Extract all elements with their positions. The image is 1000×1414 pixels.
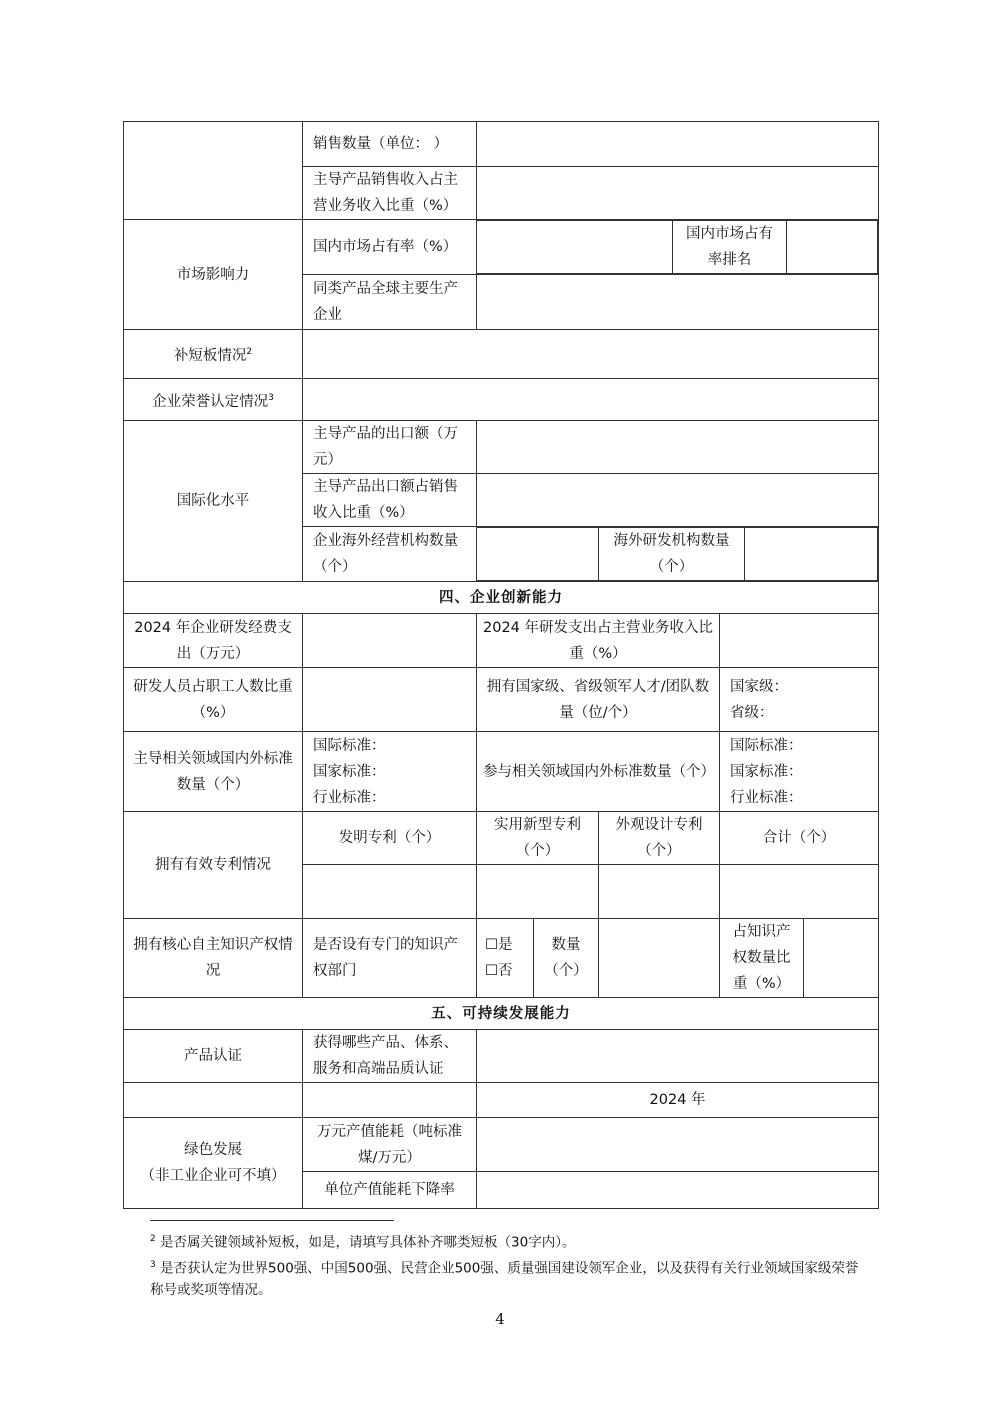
- export-amount-row: [124, 421, 879, 474]
- join-std-intl: 国际标准：: [730, 737, 803, 754]
- total-label: 合计（个）: [720, 812, 879, 865]
- export-amount-field[interactable]: [477, 421, 879, 474]
- rd-staff-field[interactable]: [303, 668, 477, 732]
- ip-label: 拥有核心自主知识产权情况: [124, 919, 303, 998]
- footnote-2: $^2$ 是否属关键领域补短板，如是，请填写具体补齐哪类短板（30字内）。: [150, 1234, 576, 1251]
- main-rev-share-label: 主导产品销售收入占主营业务收入比重（%）: [303, 167, 477, 220]
- year-blank-1: [124, 1083, 303, 1118]
- design-label: 外观设计专利（个）: [599, 812, 720, 865]
- talents-label: 拥有国家级、省级领军人才/团队数量（位/个）: [477, 668, 720, 732]
- shortboard-label: 补短板情况$^2$: [124, 330, 303, 379]
- global-producers-label: 同类产品全球主要生产企业: [303, 275, 477, 330]
- standards-row: [124, 732, 879, 812]
- provincial-level-label: 省级：: [730, 704, 774, 721]
- sales-qty-label: 销售数量（单位： ）: [303, 122, 477, 167]
- invention-label: 发明专利（个）: [303, 812, 477, 865]
- domestic-rank-label: 国内市场占有率排名: [673, 221, 787, 274]
- rd-expense-row: [124, 614, 879, 668]
- honors-row: [124, 379, 879, 421]
- lead-std-intl: 国际标准：: [313, 737, 386, 754]
- domestic-rank-field[interactable]: [787, 221, 878, 274]
- energy-field[interactable]: [477, 1118, 879, 1172]
- domestic-share-label: 国内市场占有率（%）: [303, 220, 477, 275]
- page-number: 4: [495, 1310, 505, 1328]
- overseas-orgs-field[interactable]: [477, 528, 599, 581]
- rd-share-field[interactable]: [720, 614, 879, 668]
- intl-label: 国际化水平: [124, 421, 303, 582]
- year-row: [124, 1083, 879, 1118]
- sales-qty-row: [124, 122, 879, 167]
- join-std-label: 参与相关领域国内外标准数量（个）: [477, 732, 720, 812]
- rd-expense-label: 2024 年企业研发经费支出（万元）: [124, 614, 303, 668]
- green-note: （非工业企业可不填）: [140, 1168, 286, 1184]
- national-level-label: 国家级：: [730, 678, 788, 695]
- cert-row: [124, 1030, 879, 1083]
- domestic-share-field[interactable]: [477, 221, 673, 274]
- overseas-rd-field[interactable]: [745, 528, 878, 581]
- rd-expense-field[interactable]: [303, 614, 477, 668]
- ip-row: [124, 919, 879, 998]
- cert-label: 产品认证: [124, 1030, 303, 1083]
- ip-qty-field[interactable]: [599, 919, 720, 998]
- total-field[interactable]: [720, 865, 879, 919]
- year-header: 2024 年: [477, 1083, 879, 1118]
- footnote-divider: [150, 1220, 394, 1221]
- invention-field[interactable]: [303, 865, 477, 919]
- join-std-industry: 行业标准：: [730, 789, 803, 806]
- cert-question: 获得哪些产品、体系、服务和高端品质认证: [303, 1030, 477, 1083]
- lead-std-field[interactable]: [303, 732, 477, 812]
- market-influence-label: 市场影响力: [124, 220, 303, 330]
- overseas-rd-label: 海外研发机构数量（个）: [599, 528, 745, 581]
- cert-field[interactable]: [477, 1030, 879, 1083]
- export-share-field[interactable]: [477, 474, 879, 527]
- ip-yes-checkbox[interactable]: ☐是: [485, 937, 513, 953]
- section5-row: [124, 998, 879, 1030]
- ip-share-field[interactable]: [804, 919, 879, 998]
- shortboard-row: [124, 330, 879, 379]
- domestic-share-row: [124, 220, 879, 275]
- blank-label-cell: [124, 122, 303, 220]
- global-producers-field[interactable]: [477, 275, 879, 330]
- enterprise-form-table: [123, 121, 879, 1209]
- overseas-orgs-label: 企业海外经营机构数量（个）: [303, 527, 477, 582]
- patents-header-row: [124, 812, 879, 865]
- join-std-field[interactable]: [720, 732, 879, 812]
- ip-dept-label: 是否设有专门的知识产权部门: [303, 919, 477, 998]
- footnote-3: $^3$ 是否获认定为世界500强、中国500强、民营企业500强、质量强国建设领军企业，以及获得有关行业领域国家级荣誉称号或奖项等情况。: [150, 1259, 859, 1298]
- join-std-national: 国家标准：: [730, 763, 803, 780]
- green-title: 绿色发展: [184, 1142, 242, 1158]
- honors-label: 企业荣誉认定情况$^3$: [124, 379, 303, 421]
- export-amount-label: 主导产品的出口额（万元）: [303, 421, 477, 474]
- sales-qty-field[interactable]: [477, 122, 879, 167]
- section4-title: 四、企业创新能力: [124, 582, 879, 614]
- green-label: [124, 1118, 303, 1209]
- ip-dept-options: [477, 919, 534, 998]
- lead-std-label: 主导相关领域国内外标准数量（个）: [124, 732, 303, 812]
- ip-qty-label: 数量（个）: [534, 919, 599, 998]
- talents-field[interactable]: [720, 668, 879, 732]
- energy-label: 万元产值能耗（吨标准煤/万元）: [303, 1118, 477, 1172]
- footnotes: [150, 1228, 870, 1301]
- rd-share-label: 2024 年研发支出占主营业务收入比重（%）: [477, 614, 720, 668]
- ip-share-label: 占知识产权数量比重（%）: [720, 919, 804, 998]
- shortboard-field[interactable]: [303, 330, 879, 379]
- energy-row: [124, 1118, 879, 1172]
- year-blank-2: [303, 1083, 477, 1118]
- main-rev-share-field[interactable]: [477, 167, 879, 220]
- design-field[interactable]: [599, 865, 720, 919]
- lead-std-industry: 行业标准：: [313, 789, 386, 806]
- lead-std-national: 国家标准：: [313, 763, 386, 780]
- export-share-label: 主导产品出口额占销售收入比重（%）: [303, 474, 477, 527]
- rd-staff-row: [124, 668, 879, 732]
- patents-label: 拥有有效专利情况: [124, 812, 303, 919]
- honors-field[interactable]: [303, 379, 879, 421]
- energy-drop-field[interactable]: [477, 1172, 879, 1209]
- energy-drop-label: 单位产值能耗下降率: [303, 1172, 477, 1209]
- utility-label: 实用新型专利（个）: [477, 812, 599, 865]
- section5-title: 五、可持续发展能力: [124, 998, 879, 1030]
- section4-row: [124, 582, 879, 614]
- ip-no-checkbox[interactable]: ☐否: [485, 963, 513, 979]
- utility-field[interactable]: [477, 865, 599, 919]
- rd-staff-label: 研发人员占职工人数比重（%）: [124, 668, 303, 732]
